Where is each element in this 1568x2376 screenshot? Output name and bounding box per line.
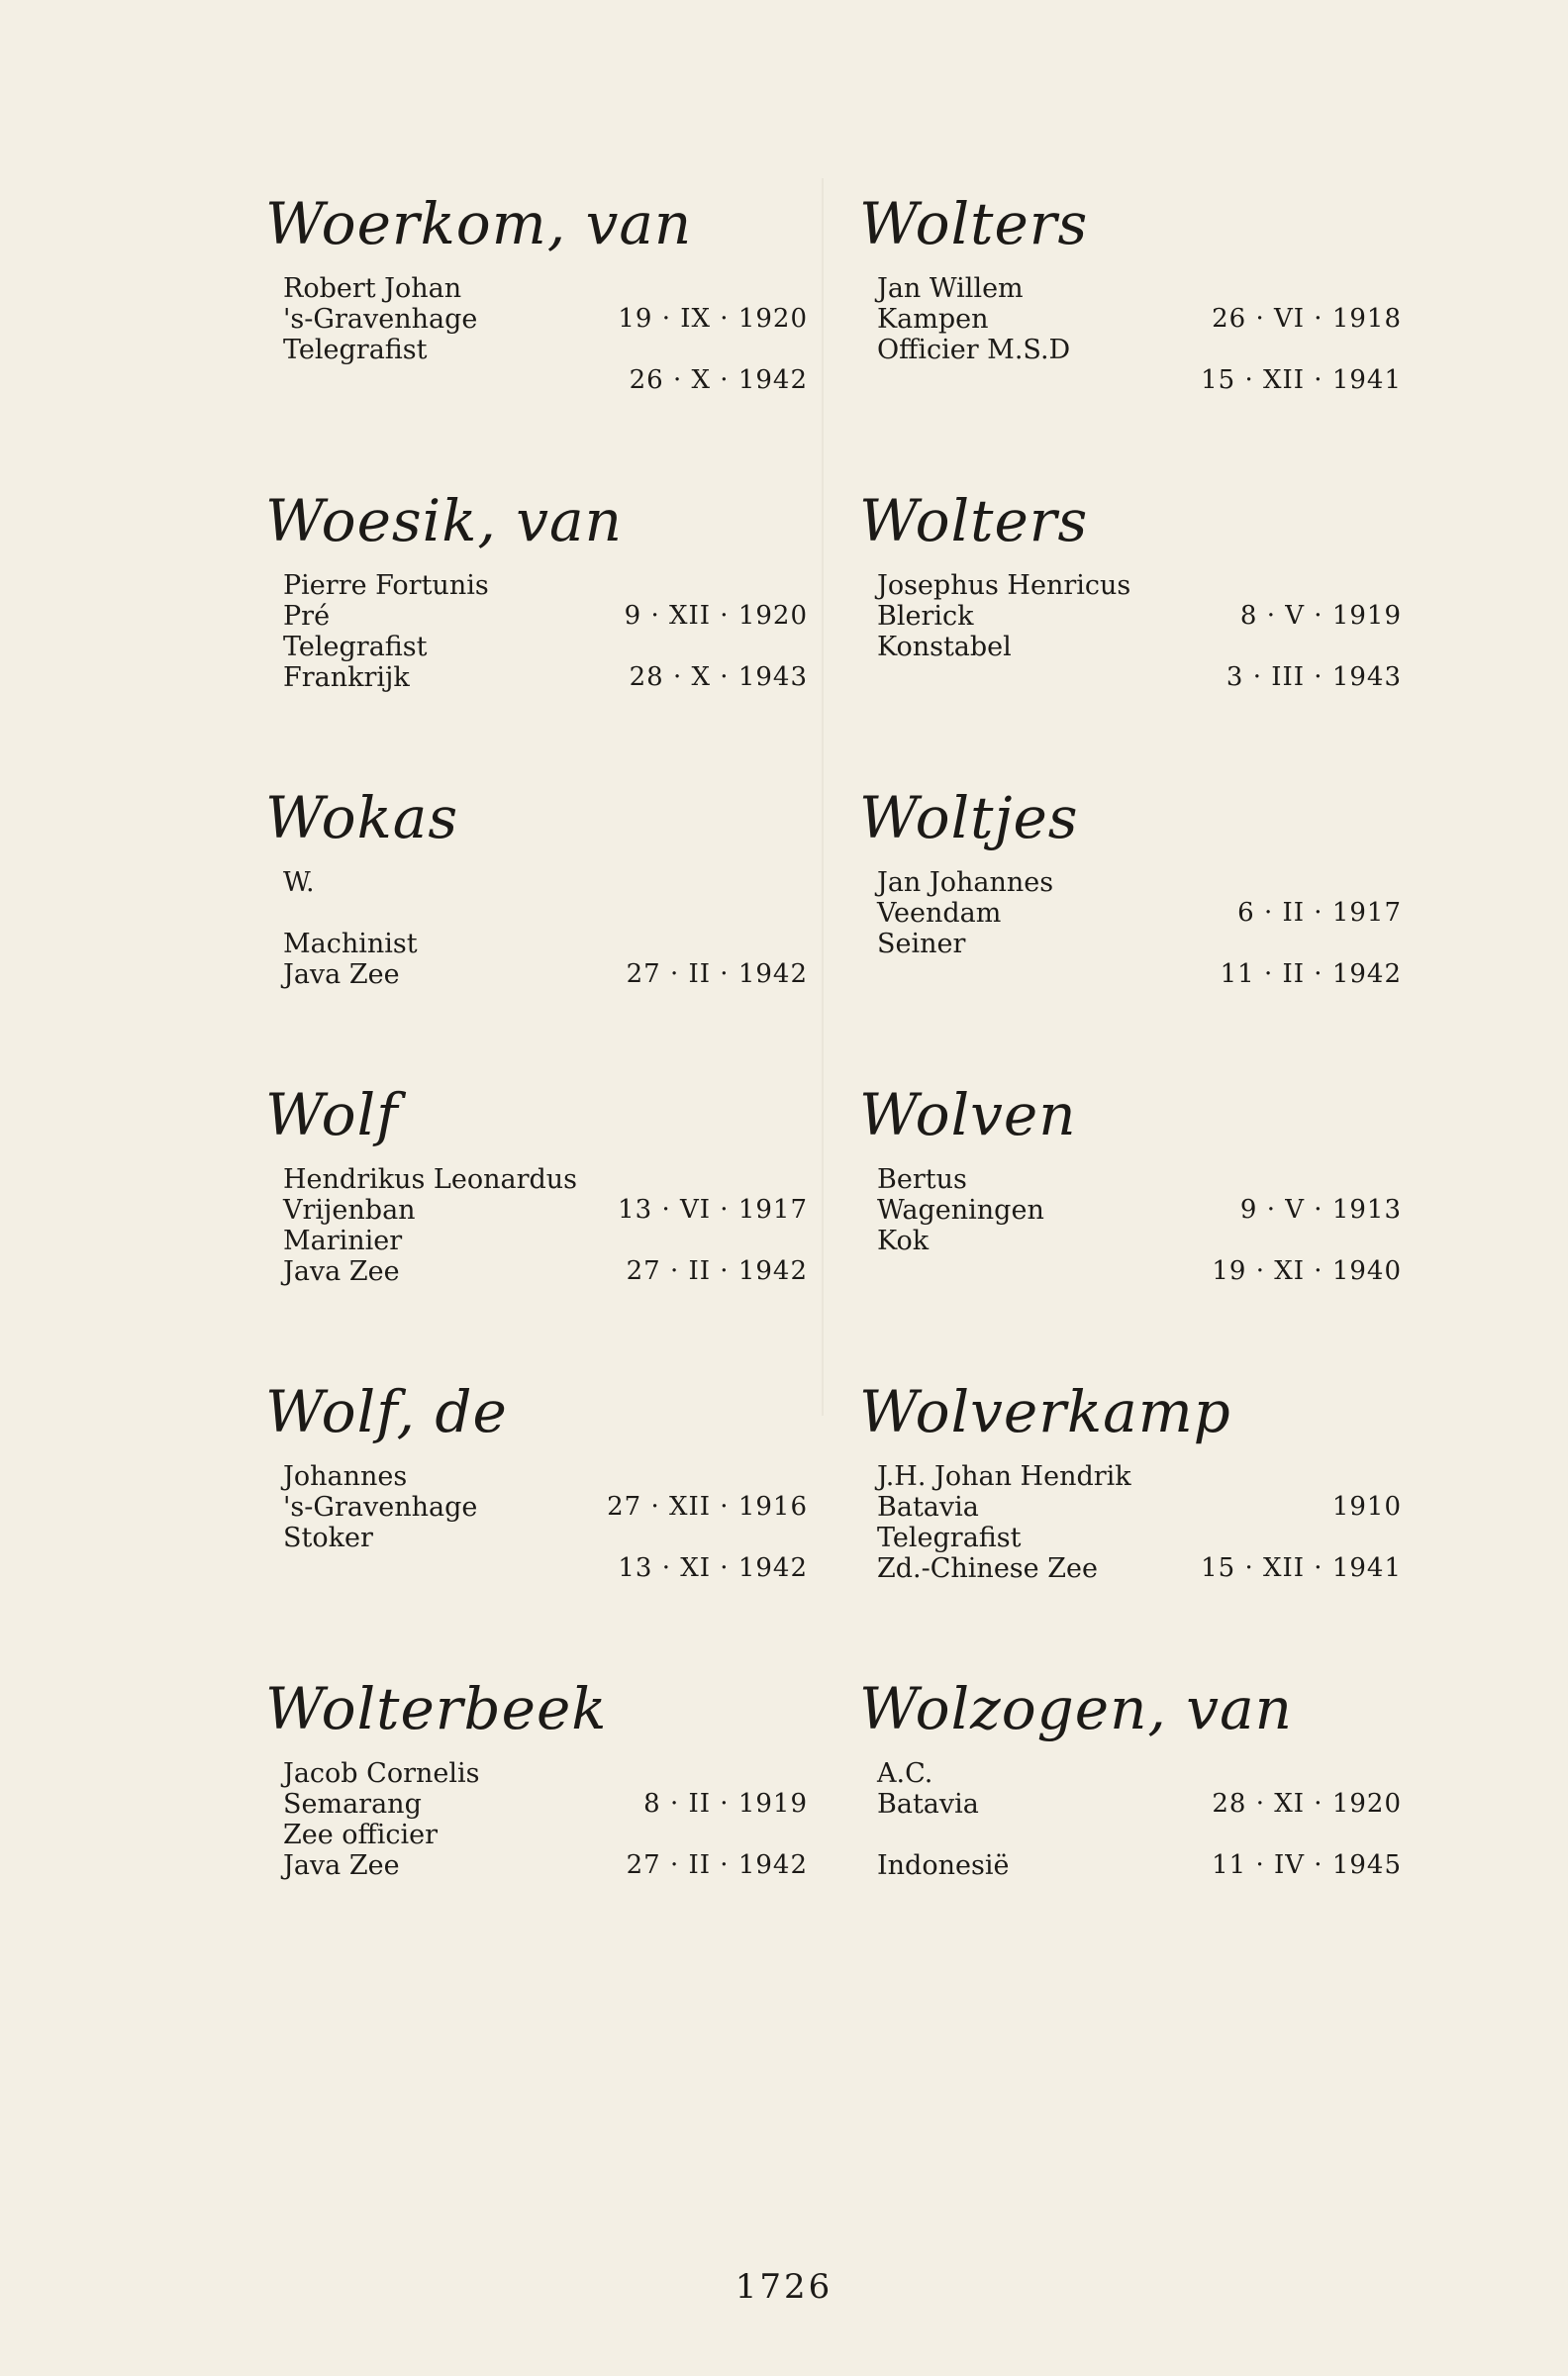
detail-label: Blerick [877,601,974,632]
detail-label: 's-Gravenhage [283,1492,478,1523]
detail-label: Marinier [283,1226,403,1256]
detail-label: Seiner [877,929,966,959]
detail-label: Java Zee [283,959,400,990]
detail-row [265,365,820,396]
entry-details [265,570,820,693]
detail-label: Indonesië [877,1850,1010,1881]
detail-row [265,898,820,929]
detail-label: Pierre Fortunis [283,570,489,601]
detail-date: 27 · XII · 1916 [607,1492,808,1522]
page-number: 1726 [735,2267,833,2307]
surname-heading: Wolf, de [265,1378,508,1445]
left-column [265,188,820,1970]
detail-row [859,898,1414,929]
entry-details [859,1164,1414,1287]
detail-label: Officier M.S.D [877,335,1071,365]
detail-row [859,365,1414,396]
entry-details [859,570,1414,693]
detail-row [265,662,820,693]
detail-date: 13 · VI · 1917 [618,1195,808,1225]
detail-label: Jan Willem [877,273,1024,304]
detail-row [859,1523,1414,1553]
detail-row [265,1523,820,1553]
detail-date: 27 · II · 1942 [626,1850,808,1880]
detail-row [265,304,820,335]
detail-label: Zee officier [283,1820,439,1850]
surname-heading: Wolters [859,190,1089,257]
detail-row [859,1461,1414,1492]
detail-label: 's-Gravenhage [283,304,478,335]
detail-row [265,1820,820,1850]
detail-row [265,601,820,632]
detail-label: Telegrafist [283,632,428,662]
detail-date: 19 · IX · 1920 [618,304,808,334]
detail-row [265,1789,820,1820]
detail-label: Pré [283,601,331,632]
entry-details [265,273,820,396]
memorial-entry [859,1376,1414,1673]
detail-row [265,1226,820,1256]
detail-label: Telegrafist [877,1523,1022,1553]
detail-label: Batavia [877,1789,979,1820]
detail-label: Java Zee [283,1256,400,1287]
entry-details [265,1461,820,1584]
detail-row [859,1789,1414,1820]
detail-row [859,1164,1414,1195]
detail-row [265,1492,820,1523]
memorial-entry [265,782,820,1079]
detail-row [859,959,1414,990]
detail-row [859,335,1414,365]
memorial-entry [265,1376,820,1673]
surname-heading: Woesik, van [265,487,623,554]
detail-date: 27 · II · 1942 [626,1256,808,1286]
detail-label: Kampen [877,304,989,335]
detail-label: Batavia [877,1492,979,1523]
detail-row [859,1226,1414,1256]
surname-heading: Woltjes [859,784,1079,851]
detail-date: 27 · II · 1942 [626,959,808,989]
detail-date: 6 · II · 1917 [1237,898,1402,928]
detail-row [265,632,820,662]
surname-heading: Wolzogen, van [859,1675,1294,1742]
detail-date: 28 · X · 1943 [629,662,808,692]
memorial-entry [859,782,1414,1079]
detail-row [265,1195,820,1226]
surname-heading: Wolf [265,1081,399,1148]
detail-row [265,273,820,304]
detail-label: Stoker [283,1523,373,1553]
memorial-entry [859,188,1414,485]
surname-heading: Wolverkamp [859,1378,1231,1445]
detail-label: Konstabel [877,632,1012,662]
detail-row [859,1256,1414,1287]
detail-date: 11 · IV · 1945 [1212,1850,1402,1880]
detail-row [859,304,1414,335]
detail-date: 15 · XII · 1941 [1201,365,1402,395]
detail-row [265,335,820,365]
detail-label: Machinist [283,929,418,959]
detail-row [265,867,820,898]
detail-label: Semarang [283,1789,422,1820]
detail-date: 8 · II · 1919 [643,1789,808,1819]
detail-label: Zd.-Chinese Zee [877,1553,1098,1584]
detail-row [859,1553,1414,1584]
detail-label: Veendam [877,898,1002,929]
memorial-entry [265,188,820,485]
detail-row [265,1850,820,1881]
detail-row [859,929,1414,959]
detail-row [859,1820,1414,1850]
memorial-entry [265,1673,820,1970]
memorial-entry [265,1079,820,1376]
detail-date: 15 · XII · 1941 [1201,1553,1402,1583]
detail-label: Josephus Henricus [877,570,1131,601]
detail-label: Java Zee [283,1850,400,1881]
detail-row [265,1461,820,1492]
detail-row [859,273,1414,304]
detail-label: Kok [877,1226,930,1256]
detail-row [859,1758,1414,1789]
detail-row [859,601,1414,632]
detail-date: 26 · VI · 1918 [1212,304,1402,334]
detail-row [859,1195,1414,1226]
detail-row [265,929,820,959]
detail-label: Telegrafist [283,335,428,365]
detail-date: 19 · XI · 1940 [1212,1256,1402,1286]
detail-label: Johannes [283,1461,408,1492]
entry-details [265,1758,820,1881]
detail-label: Jacob Cornelis [283,1758,480,1789]
memorial-entry [265,485,820,782]
detail-label: Frankrijk [283,662,410,693]
detail-date: 9 · XII · 1920 [624,601,808,631]
detail-row [859,1492,1414,1523]
surname-heading: Wolven [859,1081,1077,1148]
detail-row [265,1256,820,1287]
detail-date: 11 · II · 1942 [1220,959,1402,989]
entry-details [265,867,820,990]
entry-details [859,867,1414,990]
surname-heading: Wokas [265,784,459,851]
detail-date: 9 · V · 1913 [1239,1195,1402,1225]
detail-date: 3 · III · 1943 [1225,662,1402,692]
detail-row [265,1553,820,1584]
detail-row [859,662,1414,693]
surname-heading: Woerkom, van [265,190,693,257]
detail-row [265,1758,820,1789]
detail-row [859,570,1414,601]
detail-label: Bertus [877,1164,967,1195]
detail-label: J.H. Johan Hendrik [877,1461,1131,1492]
entry-details [265,1164,820,1287]
detail-label: Hendrikus Leonardus [283,1164,578,1195]
surname-heading: Wolterbeek [265,1675,608,1742]
detail-row [859,632,1414,662]
memorial-entry [859,485,1414,782]
detail-row [859,867,1414,898]
detail-row [265,570,820,601]
surname-heading: Wolters [859,487,1089,554]
detail-row [265,1164,820,1195]
detail-date: 13 · XI · 1942 [618,1553,808,1583]
memorial-entry [859,1079,1414,1376]
detail-label: Wageningen [877,1195,1044,1226]
entry-details [859,1461,1414,1584]
detail-date: 26 · X · 1942 [629,365,808,395]
detail-label: Vrijenban [283,1195,416,1226]
detail-label: W. [283,867,315,898]
detail-date: 28 · XI · 1920 [1212,1789,1402,1819]
right-column [859,188,1414,1970]
detail-label: Robert Johan [283,273,462,304]
detail-label: Jan Johannes [877,867,1054,898]
detail-date: 1910 [1331,1492,1402,1522]
detail-row [265,959,820,990]
detail-label: A.C. [877,1758,933,1789]
entry-details [859,1758,1414,1881]
memorial-entry [859,1673,1414,1970]
detail-date: 8 · V · 1919 [1239,601,1402,631]
detail-row [859,1850,1414,1881]
entry-details [859,273,1414,396]
